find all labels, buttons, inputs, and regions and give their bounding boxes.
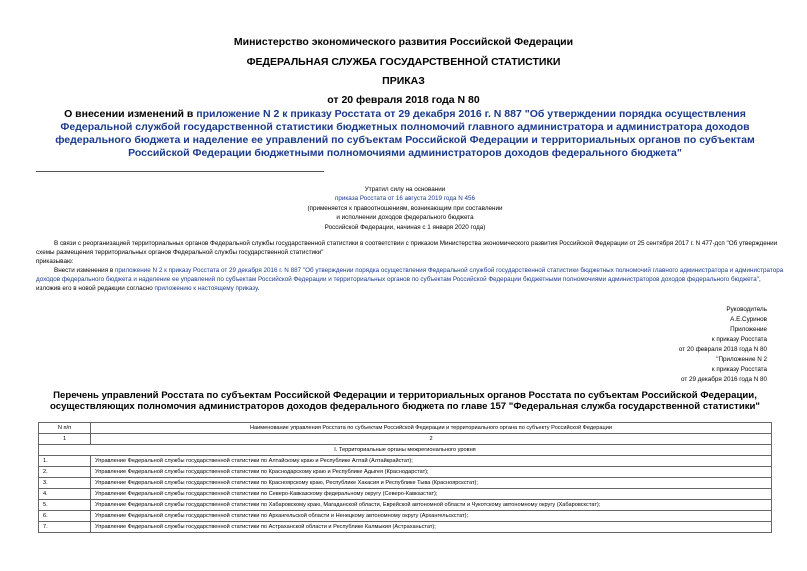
row-num: 3. (39, 478, 91, 489)
appendix-line-5: к приказу Росстата (711, 366, 767, 373)
row-name: Управление Федеральной службы государственной статистики по Алтайскому краю и Республике Алтай (Алтайкрайстат); (91, 456, 772, 467)
row-num: 1. (39, 456, 91, 467)
appendix-line-4: "Приложение N 2 (716, 356, 767, 363)
table-section-row (39, 445, 772, 456)
row-num: 7. (39, 522, 91, 533)
row-num: 6. (39, 511, 91, 522)
status-line-1: Утратил силу на основании (364, 186, 446, 193)
table-row (39, 456, 772, 467)
title-link[interactable]: приложение N 2 к приказу Росстата от 29 декабря 2016 г. N 887 "Об утверждении порядка осуществления Федеральной службой государственной статистики бюджетных полномочий главного администратора и администратора доходов федерального бюджета и наделение ее управлений по субъектам Российской Федерации и территориальных органов по субъектам Российской Федерации бюджетными полномочиями администраторов доходов федерального бюджета" (55, 108, 755, 159)
table-row (39, 478, 772, 489)
row-name: Управление Федеральной службы государственной статистики по Краснодарскому краю и Республике Адыгея (Краснодарстат); (91, 467, 772, 478)
p3-end: . (257, 285, 260, 293)
row-name: Управление Федеральной службы государственной статистики по Красноярскому краю, Республике Хакасия и Республике Тыва (Красноярскстат); (91, 478, 772, 489)
document-title (30, 108, 780, 160)
offices-table (38, 422, 772, 533)
status-line-4: и исполнении доходов федерального бюджета (336, 214, 474, 222)
doc-type: ПРИКАЗ (382, 75, 425, 87)
list-title: Перечень управлений Росстата по субъектам Российской Федерации и территориальных органов Росстата по субъектам Российской Федерации, осуществляющих полномочия администраторов доходов федерального бюджета по главе 157 "Федеральная служба государственной статистики" (50, 390, 760, 412)
p3-prefix: Внести изменения в (54, 267, 115, 275)
divider (36, 171, 324, 172)
status-line-5: Российской Федерации, начиная с 1 января 2020 года) (324, 223, 486, 231)
appendix-line-3: от 20 февраля 2018 года N 80 (678, 346, 767, 353)
body-paragraph-2: приказываю: (36, 258, 74, 266)
row-name: Управление Федеральной службы государственной статистики по Астраханской области и Республике Калмыкия (Астраханьстат); (91, 522, 772, 533)
row-num: 4. (39, 489, 91, 500)
table-row (39, 511, 772, 522)
row-num: 2. (39, 467, 91, 478)
table-row (39, 522, 772, 533)
signature-role: Руководитель (726, 306, 767, 313)
appendix-line-2: к приказу Росстата (711, 336, 767, 343)
index-cell-2: 2 (91, 434, 772, 445)
ministry-heading: Министерство экономического развития Российской Федерации (233, 36, 574, 48)
body-text (36, 239, 784, 294)
status-note (290, 185, 520, 232)
table-row (39, 467, 772, 478)
table-header-row (39, 423, 772, 434)
row-name: Управление Федеральной службы государственной статистики по Архангельской области и Ненецкому автономному округу (Архангельскстат); (91, 511, 772, 522)
section-heading: I. Территориальные органы межрегионального уровня (39, 445, 772, 456)
row-name: Управление Федеральной службы государственной статистики по Хабаровскому краю, Магаданской области, Еврейской автономной области и Чукотскому автономному округу (Хабаровскстат); (91, 500, 772, 511)
signature-name: А.Е.Суринов (730, 316, 767, 323)
table-index-row (39, 434, 772, 445)
doc-date-number: от 20 февраля 2018 года N 80 (327, 94, 480, 106)
header-num: N п/п (39, 423, 91, 434)
appendix-line-6: от 29 декабря 2016 года N 80 (680, 376, 767, 383)
p3-link[interactable]: приложение N 2 к приказу Росстата от 29 декабря 2016 г. N 887 "Об утверждении порядка осуществления Федеральной службой государственной статистики бюджетных полномочий главного администратора и администратора доходов федерального бюджета и наделение ее управлений по субъектам Российской Федерации и территориальных органов по субъектам Российской Федерации бюджетными полномочиями администраторов доходов федерального бюджета" (36, 267, 784, 284)
status-line-3: (применяется к правоотношениям, возникающим при составлении (307, 204, 503, 212)
p3-link-appendix[interactable]: приложению к настоящему приказу (154, 285, 258, 293)
header-name: Наименование управления Росстата по субъектам Российской Федерации и территориального органа по субъекту Российской Федерации (91, 423, 772, 434)
body-paragraph-3 (36, 266, 784, 293)
service-heading: ФЕДЕРАЛЬНАЯ СЛУЖБА ГОСУДАРСТВЕННОЙ СТАТИСТИКИ (246, 56, 561, 68)
row-name: Управление Федеральной службы государственной статистики по Северо-Кавказскому федеральному округу (Северо-Кавказстат); (91, 489, 772, 500)
body-paragraph-1: В связи с реорганизацией территориальных органов Федеральной службы государственной статистики в соответствии с приказом Министерства экономического развития Российской Федерации от 25 сентября 2017 г. N 477-дсп "Об утверждении схемы размещения территориальных органов Федеральной службы государственной статистики" (36, 240, 778, 257)
appendix-line-1: Приложение (730, 326, 767, 333)
signature-block (679, 305, 767, 385)
title-prefix: О внесении изменений в (64, 108, 197, 120)
table-row (39, 489, 772, 500)
row-num: 5. (39, 500, 91, 511)
table-row (39, 500, 772, 511)
status-link[interactable]: приказа Росстата от 16 августа 2019 года N 456 (334, 195, 476, 203)
index-cell-1: 1 (39, 434, 91, 445)
p3-mid: , изложив его в новой редакции согласно (36, 276, 761, 293)
